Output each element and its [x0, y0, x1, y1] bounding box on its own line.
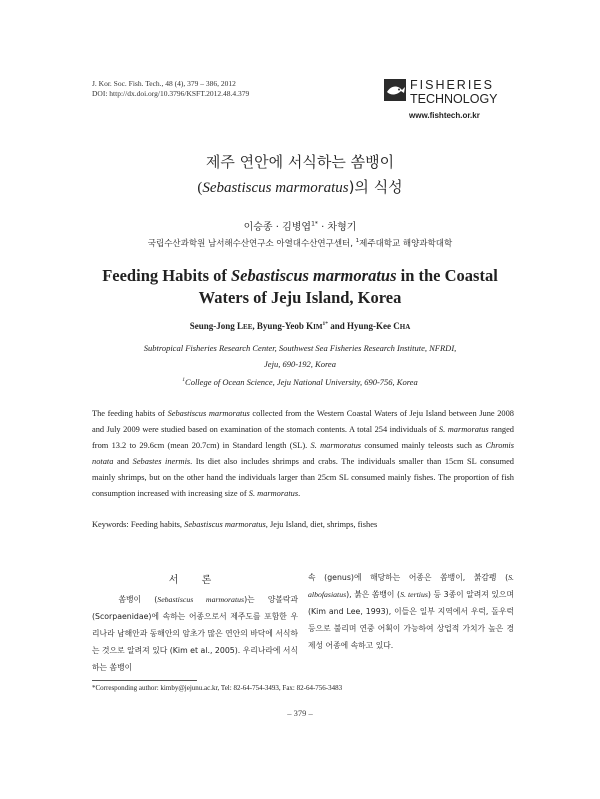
corresponding-author-footnote: *Corresponding author: kimby@jejunu.ac.kr, Tel: 82-64-754-3493, Fax: 82-64-756-3483	[92, 684, 343, 692]
page-number: – 379 –	[287, 708, 313, 718]
english-title-line2: Waters of Jeju Island, Korea	[198, 288, 402, 307]
korean-affiliation: 국립수산과학원 남서해수산연구소 아열대수산연구센터, $^1$제주대학교 해양과학대학	[147, 238, 453, 249]
korean-title-line2: (Sebastiscus marmoratus)의 식성	[197, 178, 403, 196]
english-authors: Seung-Jong LEE, Byung-Yeob $KIM^{1*}$ and Hyung-Kee CHA	[189, 321, 411, 331]
intro-left-column: 쏨뱅이 (Sebastiscus marmoratus)는 양볼락과 (Scorpaenidae)에 속하는 어종으로서 제주도를 포함한 우리나라 남해안과 동해안의 암초가 많은 연안의 바닥에 서식하는 것으로 알려져 있다 (Kim et al., 2005). 우리나라에 서식하는 쏨뱅이	[92, 595, 298, 672]
english-title	[0, 265, 600, 309]
intro-right-column: 속 (genus)에 해당하는 어종은 쏨뱅이, 붉감펭 (S. albofasiatus), 붉은 쏨뱅이 (S. tertius) 등 3종이 알려져 있으며 (Kim and Lee, 1993), 이들은 일부 지역에서 우럭, 돌우럭 등으로 불리며 연중 어획이 가능하여 상업적 가치가 높은 경제성 어종에 속하고 있다.	[308, 573, 514, 650]
english-title-line1: Feeding Habits of Sebastiscus marmoratus in the Coastal	[102, 266, 498, 285]
logo-text-technology: TECHNOLOGY	[410, 92, 498, 106]
species-name: Sebastiscus marmoratus	[202, 180, 349, 196]
journal-website-link[interactable]: www.fishtech.or.kr	[409, 111, 480, 120]
doi-link[interactable]: DOI: http://dx.doi.org/10.3796/KSFT.2012.48.4.379	[92, 89, 250, 98]
logo-text-fisheries: FISHERIES	[410, 78, 494, 92]
abstract: The feeding habits of Sebastiscus marmoratus collected from the Western Coastal Waters of Jeju Island between June 2008 and July 2009 were studied based on examination of the stomach contents. A total 254 individuals of S. marmoratus ranged from 13.2 to 29.6cm (mean 20.7cm) in Standard length (SL). S. marmoratus consumed mainly teleosts such as Chromis notata and Sebastes inermis. Its diet also includes shrimps and crabs. The individuals smaller than 15cm SL consumed mainly shrimps, but on the other hand the individuals larger than 25cm SL consumed mainly fishes. The proportion of fish consumption increased with increasing size of S. marmoratus.	[92, 409, 515, 498]
korean-title-line1: 제주 연안에 서식하는 쏨뱅이	[205, 153, 395, 171]
journal-reference: J. Kor. Soc. Fish. Tech., 48 (4), 379 – 386, 2012	[92, 79, 236, 88]
footnote-divider	[92, 680, 197, 681]
fish-logo-icon	[384, 79, 406, 101]
section-heading-introduction: 서 론	[168, 575, 222, 586]
korean-authors: 이승종 · 김병엽$^{1*}$ · 차형기	[243, 220, 357, 233]
keywords: Keywords: Feeding habits, Sebastiscus marmoratus, Jeju Island, diet, shrimps, fishes	[92, 520, 378, 529]
english-affiliation: Subtropical Fisheries Research Center, Southwest Sea Fisheries Research Institute, NFRDI, Jeju, 690-192, Korea $^1$College of Ocean Science, Jeju National University, 690-756, Korea	[143, 343, 457, 387]
journal-citation	[92, 79, 249, 99]
